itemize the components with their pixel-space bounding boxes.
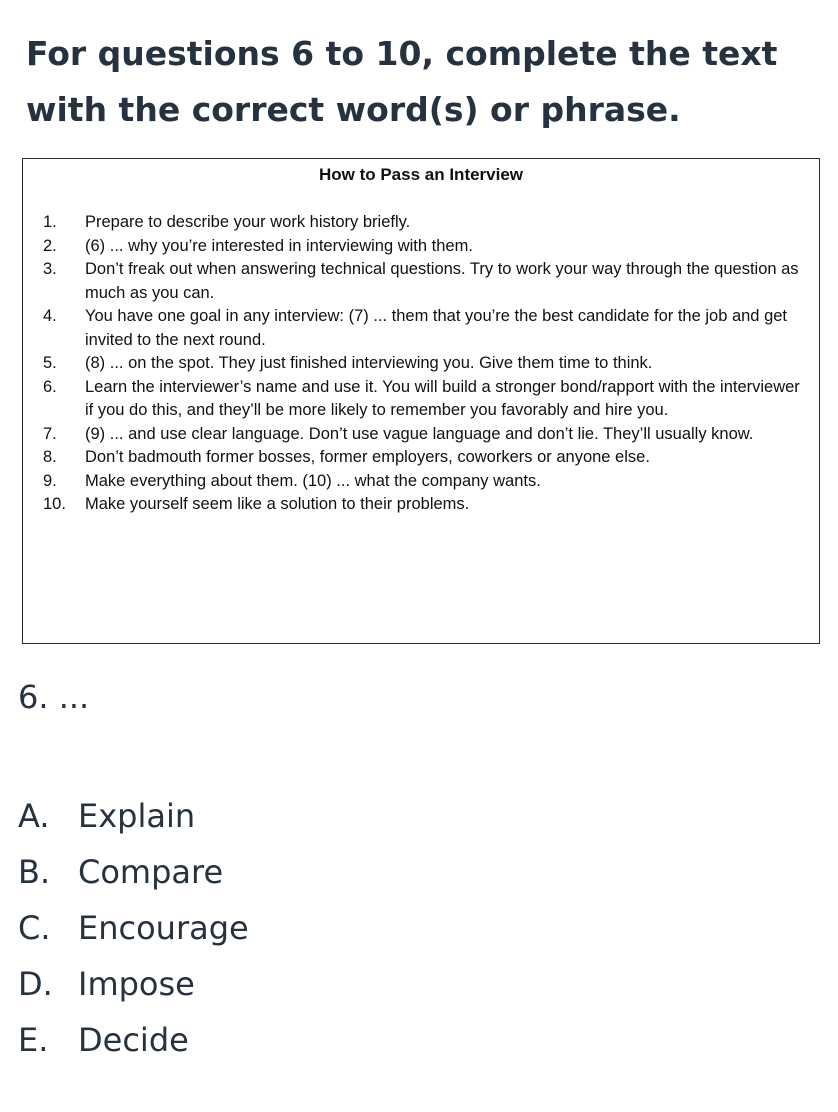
list-item: [23, 352, 819, 376]
item-text: (9) ... and use clear language. Don’t use vague language and don’t lie. They’ll usually know.: [85, 424, 754, 443]
answer-options: [18, 788, 249, 1068]
list-item: [23, 211, 819, 235]
option-text: Impose: [78, 965, 195, 1003]
list-item: [23, 235, 819, 259]
list-item: [23, 493, 819, 517]
item-number: 3.: [43, 260, 57, 278]
item-number: 2.: [43, 236, 57, 255]
option-text: Compare: [78, 853, 224, 891]
option-letter: E.: [18, 1021, 49, 1059]
option-text: Encourage: [78, 909, 249, 947]
option-letter: A.: [18, 797, 50, 835]
option-d[interactable]: [18, 956, 249, 1012]
list-item: [23, 376, 819, 423]
passage-box: [22, 158, 820, 644]
option-text: Decide: [78, 1021, 189, 1059]
item-number: 6.: [43, 377, 57, 396]
option-b[interactable]: [18, 844, 249, 900]
option-letter: D.: [18, 965, 53, 1003]
item-number: 7.: [43, 424, 57, 443]
option-e[interactable]: [18, 1012, 249, 1068]
item-text: Make yourself seem like a solution to their problems.: [85, 495, 470, 513]
instruction-heading: For questions 6 to 10, complete the text with the correct word(s) or phrase.: [26, 34, 778, 129]
item-text: Learn the interviewer’s name and use it. You will build a stronger bond/rapport with the interviewer if you do this, and they’ll be more likely to remember you favorably and hire you.: [85, 377, 800, 419]
item-text: Prepare to describe your work history briefly.: [85, 213, 411, 231]
item-number: 10.: [43, 495, 66, 513]
option-letter: B.: [18, 853, 51, 891]
list-item: [23, 258, 819, 305]
item-text: You have one goal in any interview: (7) ... them that you’re the best candidate for the job and get invited to the next round.: [85, 307, 788, 349]
item-text: Don’t badmouth former bosses, former employers, coworkers or anyone else.: [85, 448, 650, 466]
list-item: [23, 446, 819, 470]
passage-list: [23, 211, 819, 517]
list-item: [23, 470, 819, 494]
option-c[interactable]: [18, 900, 249, 956]
list-item: [23, 305, 819, 352]
option-text: Explain: [78, 797, 196, 835]
item-text: Make everything about them. (10) ... what the company wants.: [85, 471, 541, 490]
item-text: (6) ... why you’re interested in interviewing with them.: [85, 236, 473, 255]
item-number: 4.: [43, 307, 57, 325]
passage-title: How to Pass an Interview: [318, 165, 524, 184]
item-number: 8.: [43, 448, 57, 466]
option-letter: C.: [18, 909, 51, 947]
list-item: [23, 423, 819, 447]
item-text: Don’t freak out when answering technical questions. Try to work your way through the question as much as you can.: [85, 260, 799, 302]
question-prompt: 6. ...: [18, 678, 90, 716]
item-text: (8) ... on the spot. They just finished interviewing you. Give them time to think.: [85, 354, 653, 372]
item-number: 9.: [43, 471, 57, 490]
item-number: 5.: [43, 354, 57, 372]
item-number: 1.: [43, 213, 57, 231]
option-a[interactable]: [18, 788, 249, 844]
